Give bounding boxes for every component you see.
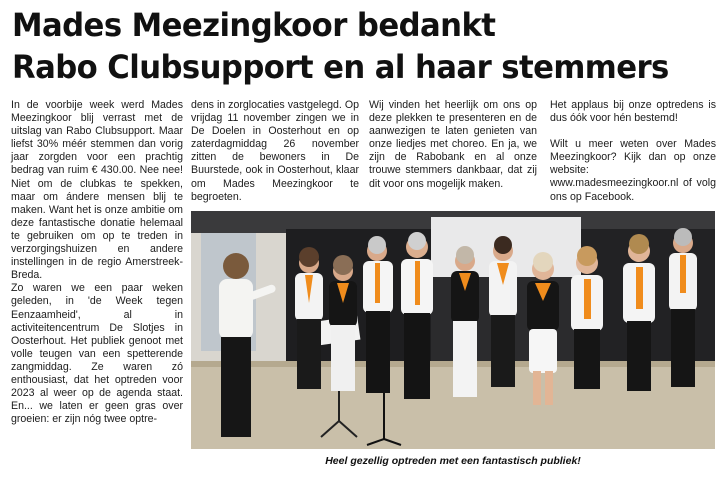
paragraph: dens in zorglocaties vastgelegd. Op vrijdag 11 november zingen we in De Doelen in Oosterhout en op zaterdagmiddag 26 november zitten de bewoners in De Buurstede, ook in Oosterhout, klaar om Mades Meezingkoor te begroeten. — [191, 99, 359, 203]
article-column-3 — [369, 99, 537, 191]
article-column-2 — [191, 99, 359, 204]
article-column-1 — [11, 99, 183, 426]
paragraph: Wij vinden het heerlijk om ons op deze plekken te presenteren en de aanwezigen te laten genieten van onze liedjes met choreo. En ja, we zijn de Rabobank en al onze trouwe stemmers dankbaar, dat zij dit voor ons mogelijk maken. — [369, 99, 537, 190]
choir-illustration — [191, 211, 715, 449]
photo-caption: Heel gezellig optreden met een fantastisch publiek! — [325, 455, 581, 467]
choir-photo — [191, 211, 715, 449]
headline — [12, 4, 690, 88]
article-column-4 — [550, 99, 716, 204]
headline-line-1: Mades Meezingkoor bedankt — [12, 6, 496, 44]
paragraph: Zo waren we een paar weken geleden, in 'de Week tegen Eenzaamheid', al in activiteitencentrum De Slotjes in Oosterhout. Het publiek genoot met volle teugen van een spetterende zangmiddag. Ze waren zó enthousiast, dat het optreden voor 2023 al weer op de agenda staat. En... we laten er geen gras over groeien: er zijn nóg twee optre- — [11, 282, 183, 426]
paragraph: Wilt u meer weten over Mades Meezingkoor? Kijk dan op onze website: www.madesmeezingkoor.nl of volg ons op Facebook. — [550, 138, 716, 203]
paragraph: In de voorbije week werd Mades Meezingkoor blij verrast met de uitslag van Rabo Clubsupport. Maar liefst 30% méér stemmen dan vorig jaar zorgden voor een prachtig bedrag van ruim € 430.00. Nee nee! Niet om de clubkas te spekken, maar om ándere mensen blij te maken. Want het is onze ambitie om deze fantastische donatie helemaal te gebruiken om op te treden in verzorgingshuizen en andere instellingen in de regio Amerstreek-Breda. — [11, 99, 183, 282]
paragraph: Het applaus bij onze optredens is dus óók voor hén bestemd! — [550, 99, 716, 125]
headline-line-2: Rabo Clubsupport en al haar stemmers — [12, 48, 669, 86]
